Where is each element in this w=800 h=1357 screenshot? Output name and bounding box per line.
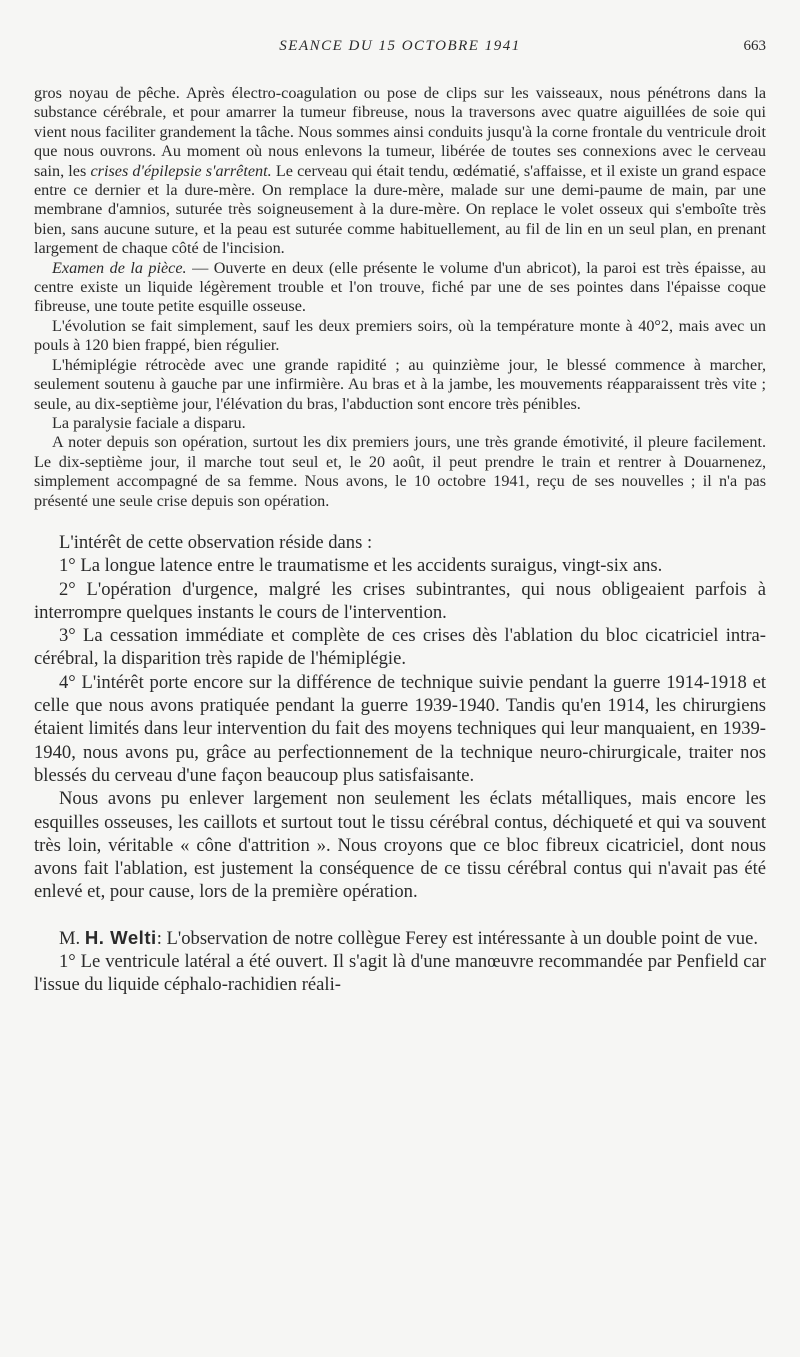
speaker-name: H. Welti — [84, 926, 157, 948]
evolution-paragraph: L'évolution se fait simplement, sauf les deux premiers soirs, où la température monte à 40°2, mais avec un pouls à 120 bien frappé, bien régulier. — [34, 316, 766, 355]
observation-point-2: 2° L'opération d'urgence, malgré les crises subintrantes, qui nous obligeaient parfois à interrompre quelques instants le cours de l'intervention. — [34, 578, 766, 623]
observation-point-1: 1° La longue latence entre le traumatisme et les accidents suraigus, vingt-six ans. — [59, 555, 663, 577]
case-report-text-continued: Le cerveau qui était tendu, œdématié, s'affaisse, et il existe un grand espace entre ce dernier et la dure-mère. On remplace la dure-mère, malade sur une demi-paume de main, par une membrane d'amnios, suturée très soigneusement à la dure-mère. On replace le volet osseux qui s'emboîte très bien, sans aucune suture, et la peau est suturée comme habituellement, au fil de lin en un seul plan, en prenant largement de chaque côté de l'incision. — [34, 161, 766, 258]
observation-intro: L'intérêt de cette observation réside dans : — [59, 531, 373, 553]
discussion-text: L'observation de notre collègue Ferey est intéressante à un double point de vue. — [166, 927, 758, 949]
case-report-emphasis: crises d'épilepsie s'arrêtent. — [90, 161, 272, 180]
specimen-examination-text: — Ouverte en deux (elle présente le volume d'un abricot), la paroi est très épaisse, au centre existe un liquide légèrement trouble et l'on trouve, fiché par une de ses pointes dans l'épaisse coque fibreuse, une toute petite esquille osseuse. — [34, 258, 767, 316]
page-number: 663 — [743, 38, 766, 54]
case-report-paragraph — [34, 84, 766, 259]
page — [34, 38, 766, 997]
observation-point-3: 3° La cessation immédiate et complète de ces crises dès l'ablation du bloc cicatriciel intra-cérébral, la disparition très rapide de l'hémiplégie. — [34, 625, 766, 670]
running-head — [34, 38, 766, 68]
facial-paralysis-paragraph: La paralysie faciale a disparu. — [52, 413, 246, 432]
speaker-separator: : — [156, 927, 167, 949]
specimen-examination-heading: Examen de la pièce. — [52, 258, 187, 277]
follow-up-paragraph: A noter depuis son opération, surtout les dix premiers jours, une très grande émotivité, il pleure facilement. Le dix-septième jour, il marche tout seul et, le 20 août, il peut prendre le train et rentrer à Douarnenez, simplement accompagné de sa femme. Nous avons, le 10 octobre 1941, reçu de ses nouvelles ; il n'a pas présenté une seule crise depuis son opération. — [34, 433, 766, 510]
running-head-title: SEANCE DU 15 OCTOBRE 1941 — [279, 38, 521, 54]
hemiplegia-paragraph: L'hémiplégie rétrocède avec une grande rapidité ; au quinzième jour, le blessé commence à marcher, seulement soutenu à gauche par une infirmière. Au bras et à la jambe, les mouvements réapparaissent très vite ; seule, au dix-septième jour, l'élévation du bras, l'abduction sont encore très pénibles. — [34, 355, 766, 413]
speaker-prefix: M. — [59, 927, 85, 949]
discussion-section — [34, 926, 766, 997]
observation-point-4: 4° L'intérêt porte encore sur la différence de technique suivie pendant la guerre 1914-1918 et celle que nous avons pratiquée pendant la guerre 1939-1940. Tandis qu'en 1914, les chirurgiens étaient limités dans leur intervention du fait des moyens techniques qui leur manquaient, en 1939-1940, nous avons pu, grâce au perfectionnement de la technique neuro-chirurgicale, traiter nos blessés du cerveau d'une façon beaucoup plus satisfaisante. — [34, 671, 766, 786]
case-report-section — [34, 84, 766, 511]
case-report-text: gros noyau de pêche. Après électro-coagulation ou pose de clips sur les vaisseaux, nous pénétrons dans la substance cérébrale, et pour amarrer la tumeur fibreuse, nous la traversons avec quatre aiguillées de soie qui vient nous faciliter grandement la tâche. Nous sommes ainsi conduits jusqu'à la corne frontale du ventricule droit que nous ouvrons. Au moment où nous enlevons la tumeur, libérée de toutes ses connexions avec le cerveau sain, les — [34, 84, 766, 180]
observation-section — [34, 531, 766, 904]
discussion-paragraph-2: 1° Le ventricule latéral a été ouvert. Il s'agit là d'une manœuvre recommandée par Penfield car l'issue du liquide céphalo-rachidien réali- — [34, 950, 766, 996]
observation-paragraph: Nous avons pu enlever largement non seulement les éclats métalliques, mais encore les esquilles osseuses, les caillots et surtout tout le tissu cérébral contus, déchiqueté et qui va souvent très loin, véritable « cône d'attrition ». Nous croyons que ce bloc fibreux cicatriciel, dont nous avons fait l'ablation, est justement la conséquence de ce tissu cérébral contus qui n'avait pas été enlevé et, pour cause, lors de la première opération. — [34, 788, 766, 903]
specimen-examination-paragraph — [34, 259, 766, 317]
discussion-paragraph-1 — [34, 926, 766, 950]
